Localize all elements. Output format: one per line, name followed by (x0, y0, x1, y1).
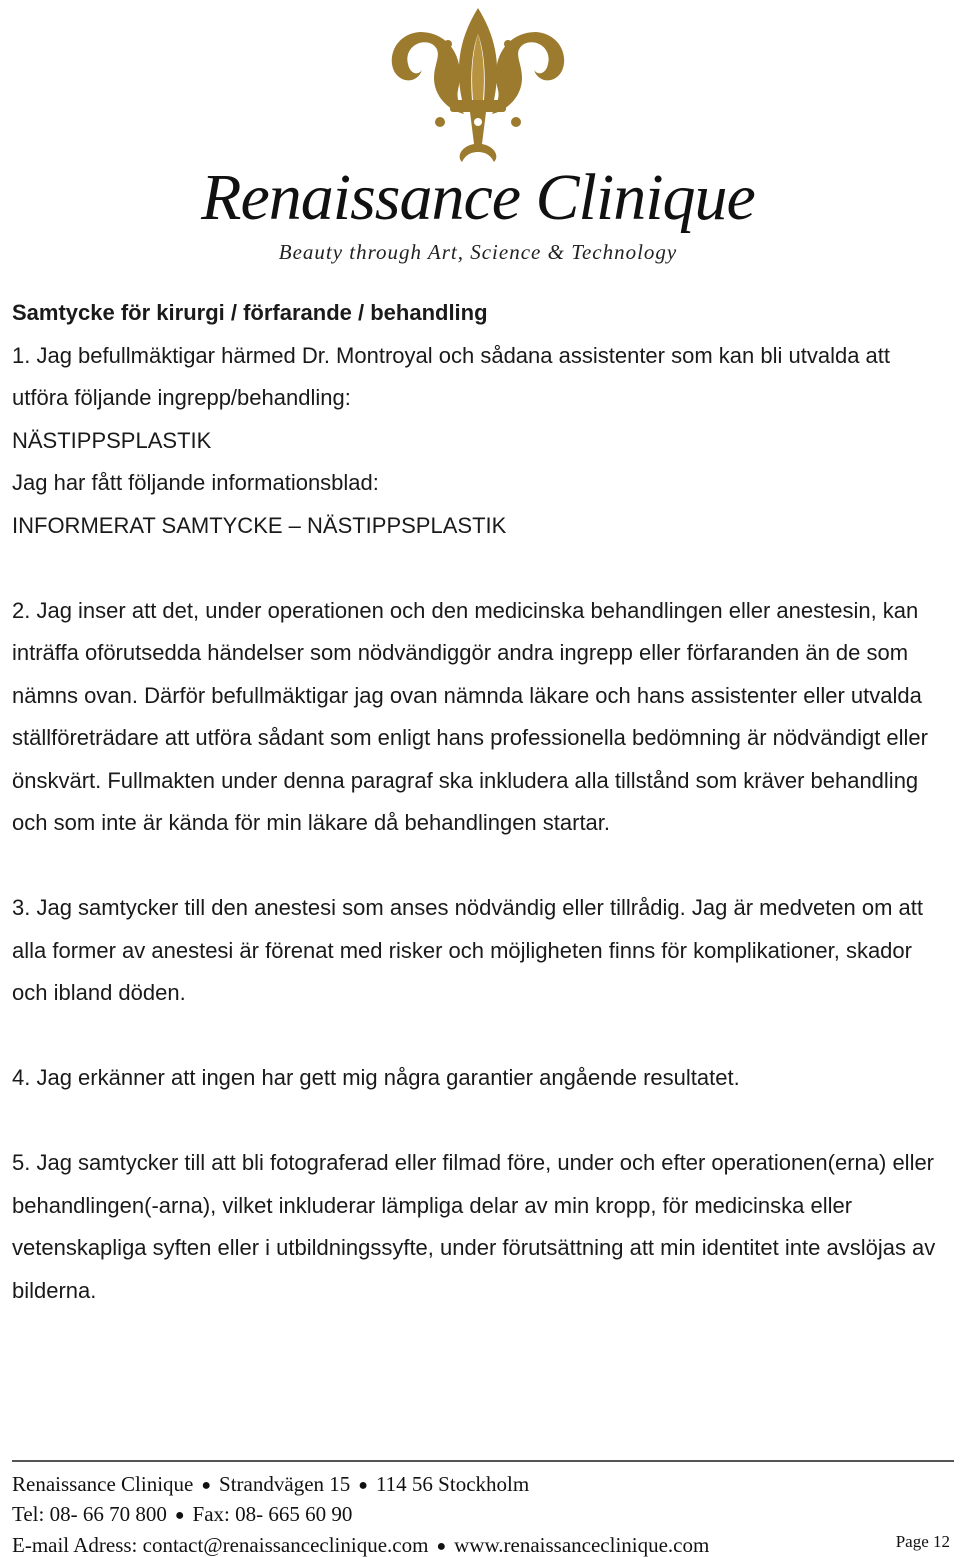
footer-address-line (12, 1470, 954, 1500)
bullet-icon: ● (358, 1476, 368, 1494)
section-2-text: 2. Jag inser att det, under operationen och den medicinska behandlingen eller anestesin, kan inträffa oförutsedda händelser som nödvändiggör andra ingrepp eller förfaranden än de som nämns ovan. Därför befullmäktigar jag ovan nämnda läkare och hans assistenter eller utvalda ställföreträdare att utföra sådant som enligt hans professionella bedömning är nödvändigt eller önskvärt. Fullmakten under denna paragraf ska inkludera alla tillstånd som kräver behandling och som inte är kända för min läkare då behandlingen startar. (12, 597, 928, 835)
footer-fax: Fax: 08- 665 60 90 (192, 1502, 353, 1527)
page-number: Page 12 (895, 1532, 950, 1551)
clinic-logo (0, 0, 960, 280)
brand-name: Renaissance Clinique (201, 161, 755, 234)
footer-email[interactable]: E-mail Adress: contact@renaissanceclinique.com (12, 1532, 429, 1557)
section-4-text: 4. Jag erkänner att ingen har gett mig några garantier angående resultatet. (12, 1065, 740, 1090)
page-footer (12, 1470, 954, 1557)
brand-tagline: Beauty through Art, Science & Technology (278, 240, 678, 264)
consent-document (12, 292, 942, 1312)
procedure-name: NÄSTIPPSPLASTIK (12, 427, 212, 453)
footer-divider (12, 1460, 954, 1462)
footer-website[interactable]: www.renaissanceclinique.com (454, 1532, 710, 1557)
footer-contact-line (12, 1500, 954, 1530)
section-5-text: 5. Jag samtycker till att bli fotograferad eller filmad före, under och efter operationen(erna) eller behandlingen(-arna), vilket inkluderar lämpliga delar av min kropp, för medicinska eller vetenskapliga syften eller i utbildningssyfte, under förutsättning att min identitet inte avslöjas av bilderna. (12, 1150, 936, 1303)
document-title: Samtycke för kirurgi / förfarande / behandling (12, 300, 488, 325)
section-3-text: 3. Jag samtycker till den anestesi som anses nödvändig eller tillrådig. Jag är medveten om att alla former av anestesi är förenat med risker och möjligheten finns för komplikationer, skador och ibland döden. (12, 895, 924, 1005)
footer-city: 114 56 Stockholm (375, 1472, 530, 1496)
footer-phone: Tel: 08- 66 70 800 (12, 1502, 167, 1527)
footer-street: Strandvägen 15 (219, 1472, 351, 1496)
footer-web-line (12, 1531, 954, 1557)
bullet-icon: ● (201, 1476, 212, 1494)
info-sheet-label: Jag har fått följande informationsblad: (12, 470, 379, 495)
section-1-text: 1. Jag befullmäktigar härmed Dr. Montroyal och sådana assistenter som kan bli utvalda att utföra följande ingrepp/behandling: (12, 342, 891, 410)
fleur-de-lis-icon (378, 4, 578, 164)
bullet-icon: ● (174, 1507, 185, 1525)
info-sheet-name: INFORMERAT SAMTYCKE – NÄSTIPPSPLASTIK (12, 512, 507, 538)
footer-company: Renaissance Clinique (12, 1472, 194, 1496)
bullet-icon: ● (436, 1537, 447, 1555)
